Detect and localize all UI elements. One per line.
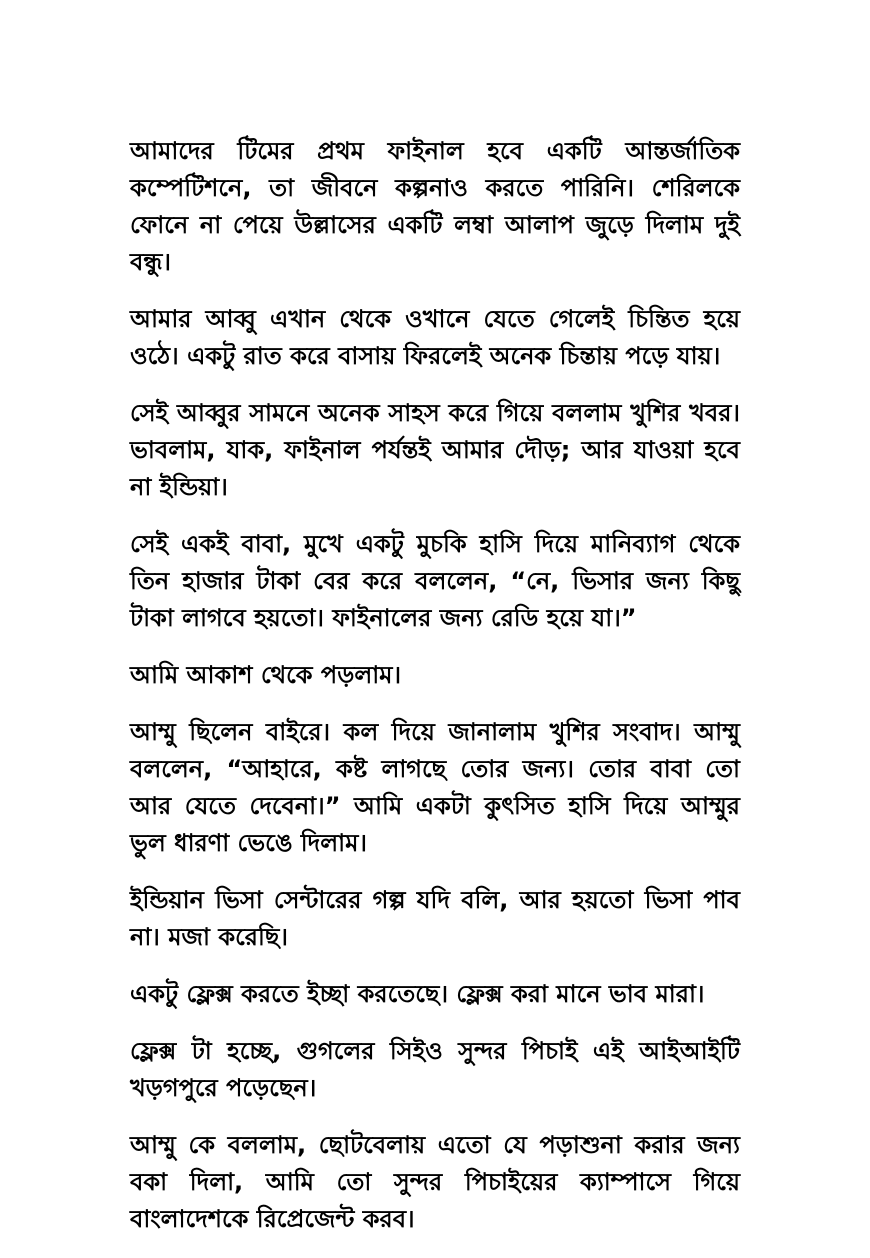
paragraph-4: সেই একই বাবা, মুখে একটু মুচকি হাসি দিয়ে মানিব্যাগ থেকে তিন হাজার টাকা বের করে বললেন, “নে, ভিসার জন্য কিছু টাকা লাগবে হয়তো। ফাইনালের জন্য রেডি হয়ে যা।” [130, 530, 740, 632]
paragraph-5: আমি আকাশ থেকে পড়লাম। [130, 661, 402, 689]
page-body-text [130, 133, 740, 1258]
paragraph-3: সেই আব্বুর সামনে অনেক সাহস করে গিয়ে বললাম খুশির খবর। ভাবলাম, যাক, ফাইনাল পর্যন্তই আমার দৌড়; আর যাওয়া হবে না ইন্ডিয়া। [130, 399, 740, 501]
paragraph-8: একটু ফ্লেক্স করতে ইচ্ছা করতেছে। ফ্লেক্স করা মানে ভাব মারা। [130, 980, 705, 1008]
paragraph-9: ফ্লেক্স টা হচ্ছে, গুগলের সিইও সুন্দর পিচাই এই আইআইটি খড়গপুরে পড়েছেন। [130, 1037, 740, 1102]
paragraph-10: আম্মু কে বললাম, ছোটবেলায় এতো যে পড়াশুনা করার জন্য বকা দিলা, আমি তো সুন্দর পিচাইয়ের ক্যাম্পাসে গিয়ে বাংলাদেশকে রিপ্রেজেন্ট করব। [130, 1131, 740, 1233]
paragraph-6: আম্মু ছিলেন বাইরে। কল দিয়ে জানালাম খুশির সংবাদ। আম্মু বললেন, “আহারে, কষ্ট লাগছে তোর জন্য। তোর বাবা তো আর যেতে দেবেনা।” আমি একটা কুৎসিত হাসি দিয়ে আম্মুর ভুল ধারণা ভেঙে দিলাম। [130, 718, 740, 857]
paragraph-2: আমার আব্বু এখান থেকে ওখানে যেতে গেলেই চিন্তিত হয়ে ওঠে। একটু রাত করে বাসায় ফিরলেই অনেক চিন্তায় পড়ে যায়। [130, 305, 740, 370]
paragraph-7: ইন্ডিয়ান ভিসা সেন্টারের গল্প যদি বলি, আর হয়তো ভিসা পাব না। মজা করেছি। [130, 886, 740, 951]
paragraph-1: আমাদের টিমের প্রথম ফাইনাল হবে একটি আন্তর্জাতিক কম্পেটিশনে, তা জীবনে কল্পনাও করতে পারিনি। শেরিলকে ফোনে না পেয়ে উল্লাসের একটি লম্বা আলাপ জুড়ে দিলাম দুই বন্ধু। [130, 137, 740, 276]
